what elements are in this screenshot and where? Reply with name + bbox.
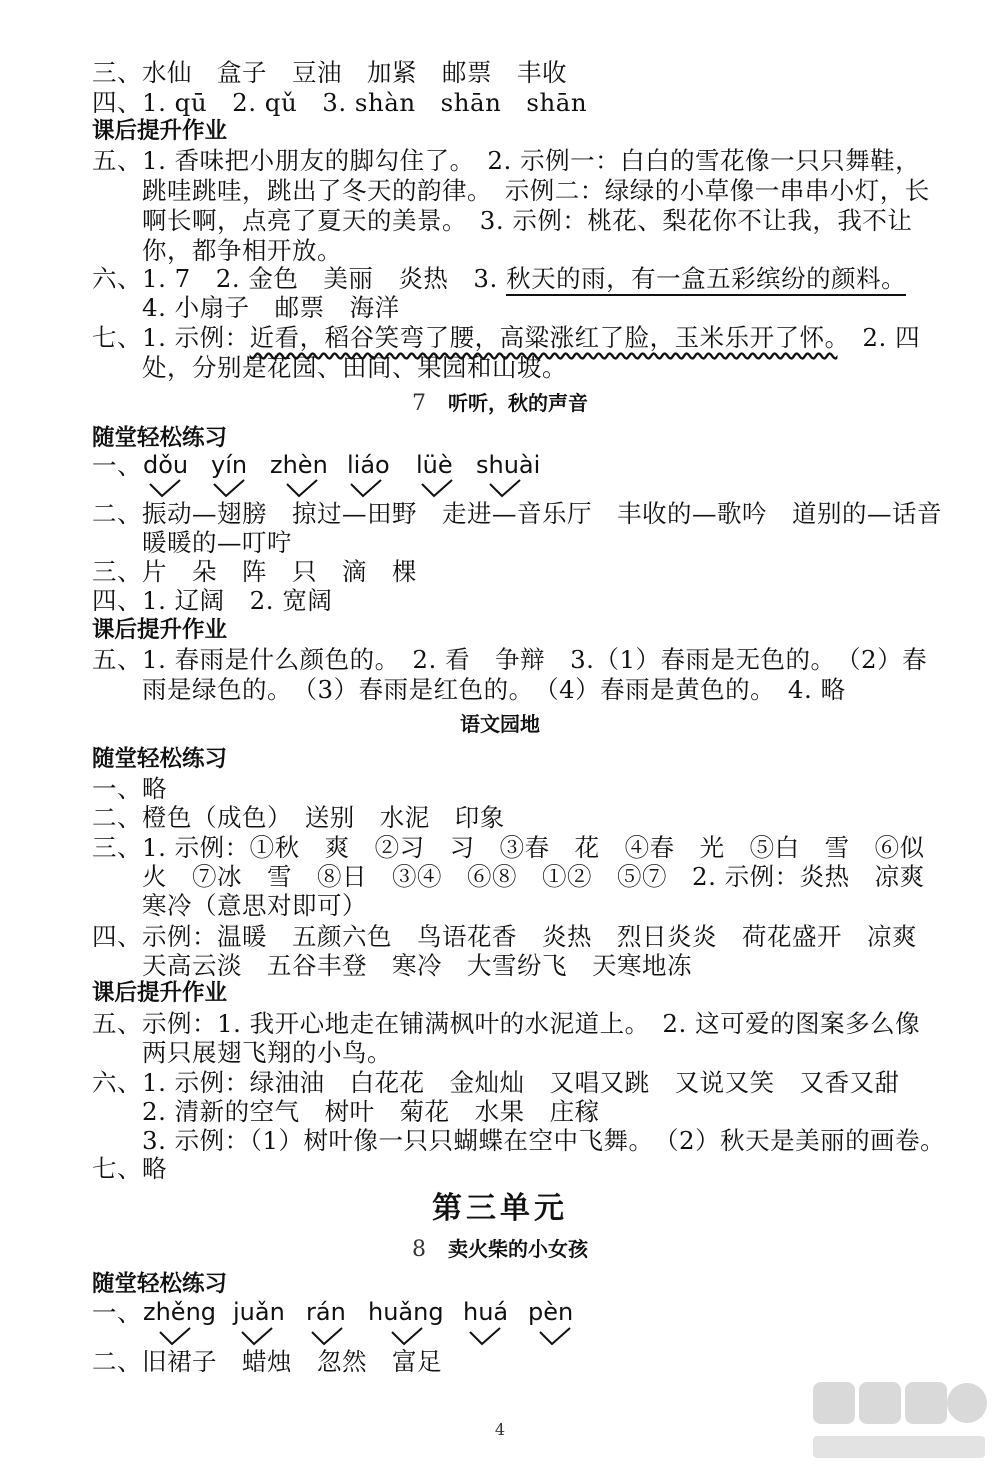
answer-text: 六、1. 7 2. 金色 美丽 炎热 3. (92, 264, 507, 293)
answer-line: 啊长啊，点亮了夏天的美景。 3. 示例：桃花、梨花你不让我，我不让 (142, 206, 913, 235)
check-icon (538, 1326, 572, 1346)
pinyin: dǒu (143, 451, 189, 479)
answer-line: 五、示例：1. 我开心地走在铺满枫叶的水泥道上。 2. 这可爱的图案多么像 (92, 1009, 921, 1038)
answer-line: 二、振动—翅膀 掠过—田野 走进—音乐厅 丰收的—歌吟 道别的—话音 (92, 499, 942, 528)
answer-line: 火 ⑦冰 雪 ⑧日 ③④ ⑥⑧ ①② ⑤⑦ 2. 示例：炎热 凉爽 (142, 862, 925, 891)
pinyin: huá (463, 1298, 509, 1326)
check-icon (390, 1326, 424, 1346)
answer-line: 三、片 朵 阵 只 滴 棵 (92, 557, 417, 586)
check-icon (158, 1326, 192, 1346)
answer-line: 一、略 (92, 774, 167, 803)
lesson-number: 8 (412, 1237, 426, 1262)
pinyin: pèn (528, 1298, 574, 1326)
section-heading: 课后提升作业 (92, 617, 228, 643)
lesson-name: 听听，秋的声音 (448, 391, 588, 415)
section-heading: 随堂轻松练习 (92, 746, 228, 772)
lesson-name: 卖火柴的小女孩 (448, 1237, 588, 1261)
answer-line: 2. 清新的空气 树叶 菊花 水果 庄稼 (142, 1097, 600, 1126)
answer-line: 4. 小扇子 邮票 海洋 (142, 293, 400, 322)
section-heading: 课后提升作业 (92, 118, 228, 144)
section-heading: 随堂轻松练习 (92, 425, 228, 451)
answer-line: 二、旧裙子 蜡烛 忽然 富足 (92, 1347, 442, 1376)
answer-line: 雨是绿色的。 （3）春雨是红色的。 （4）春雨是黄色的。 4. 略 (142, 675, 846, 704)
answer-line: 跳哇跳哇，跳出了冬天的韵律。 示例二：绿绿的小草像一串串小灯，长 (142, 176, 930, 205)
check-icon (212, 478, 246, 498)
pinyin: rán (306, 1298, 346, 1326)
watermark-logo (807, 1376, 992, 1464)
answer-line: 三、1. 示例：①秋 爽 ②习 习 ③春 花 ④春 光 ⑤白 雪 ⑥似 (92, 833, 925, 862)
pinyin: juǎn (233, 1298, 285, 1326)
pinyin: liáo (347, 451, 390, 479)
pinyin: lüè (416, 451, 453, 479)
check-icon (488, 478, 522, 498)
section-title: 语文园地 (460, 712, 540, 736)
answer-line: 3. 示例：（1）树叶像一只只蝴蝶在空中飞舞。 （2）秋天是美丽的画卷。 (142, 1126, 946, 1155)
answer-line: 六、1. 示例：绿油油 白花花 金灿灿 又唱又跳 又说又笑 又香又甜 (92, 1068, 900, 1097)
underlined-sentence: 秋天的雨，有一盒五彩缤纷的颜料。 (506, 264, 906, 296)
check-icon (240, 1326, 274, 1346)
unit-title: 第三单元 (432, 1191, 568, 1226)
check-icon (310, 1326, 344, 1346)
pinyin: zhèn (270, 451, 328, 479)
lesson-title (0, 1236, 1000, 1263)
answer-line: 五、1. 春雨是什么颜色的。 2. 看 争辩 3.（1）春雨是无色的。 （2）春 (92, 645, 928, 674)
answer-line (92, 323, 970, 353)
check-icon (468, 1326, 502, 1346)
section-heading: 课后提升作业 (92, 980, 228, 1006)
answer-line: 寒冷（意思对即可） (142, 891, 367, 920)
lesson-number: 7 (412, 391, 426, 416)
check-icon (420, 478, 454, 498)
pinyin: yín (211, 451, 248, 479)
answer-line (92, 264, 970, 294)
lesson-title (0, 390, 1000, 417)
answer-text: 七、1. 示例： (92, 323, 250, 352)
answer-line: 七、略 (92, 1154, 167, 1183)
answer-line: 二、橙色（成色） 送别 水泥 印象 (92, 803, 505, 832)
section-heading: 随堂轻松练习 (92, 1271, 228, 1297)
pinyin: shuài (476, 451, 541, 479)
check-icon (148, 478, 182, 498)
pinyin: huǎng (368, 1298, 444, 1326)
answer-line: 四、1. 辽阔 2. 宽阔 (92, 586, 333, 615)
answer-line: 四、示例：温暖 五颜六色 鸟语花香 炎热 烈日炎炎 荷花盛开 凉爽 (92, 922, 917, 951)
answer-line: 天高云淡 五谷丰登 寒冷 大雪纷飞 天寒地冻 (142, 951, 692, 980)
answer-text: 2. 四 (837, 323, 921, 352)
answer-line: 三、水仙 盒子 豆油 加紧 邮票 丰收 (92, 58, 567, 87)
page-number: 4 (494, 1420, 506, 1439)
answer-line: 暖暖的—叮咛 (142, 528, 292, 557)
answer-line: 你，都争相开放。 (142, 236, 342, 265)
check-icon (285, 478, 319, 498)
answer-line: 四、1. qū 2. qǔ 3. shàn shān shān (92, 88, 588, 117)
answer-line: 一、 (92, 1298, 142, 1327)
answer-line: 五、1. 香味把小朋友的脚勾住了。 2. 示例一：白白的雪花像一只只舞鞋， (92, 146, 921, 175)
check-icon (349, 478, 383, 498)
pinyin: zhěng (143, 1298, 217, 1326)
answer-line: 一、 (92, 451, 142, 480)
answer-line: 两只展翅飞翔的小鸟。 (142, 1038, 392, 1067)
answer-line: 处，分别是花园、田间、果园和山坡。 (142, 353, 567, 382)
wavy-underlined-sentence: 近看，稻谷笑弯了腰，高粱涨红了脸，玉米乐开了怀。 (249, 323, 838, 352)
